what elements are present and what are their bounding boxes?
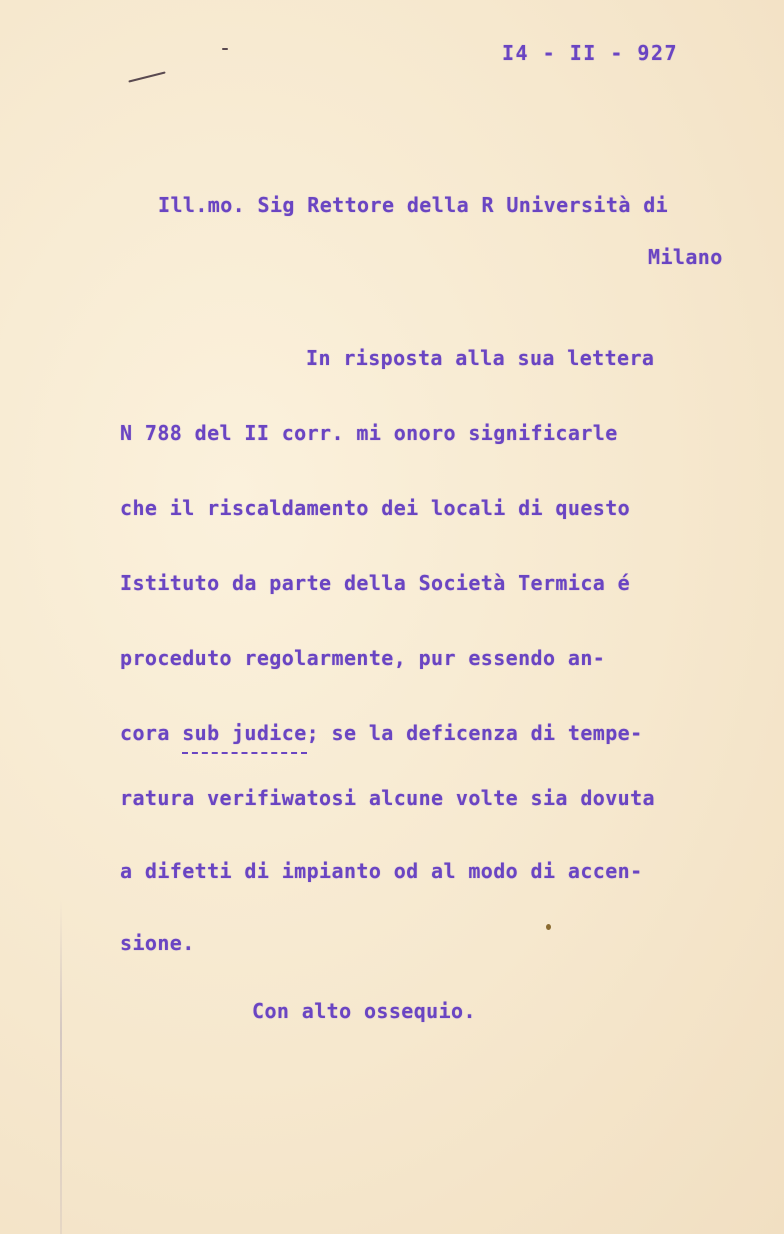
- ink-mark: [128, 71, 165, 82]
- body-line-7: ratura verifiwatosi alcune volte sia dovuta: [120, 786, 655, 810]
- body-line-6: [120, 720, 643, 754]
- addressee-line-1: Ill.mo. Sig Rettore della R Università di: [158, 193, 669, 217]
- ink-dot: [546, 924, 551, 930]
- body-line-9: sione.: [120, 931, 195, 955]
- addressee-line-2: Milano: [648, 245, 723, 269]
- paper-fold: [60, 900, 62, 1234]
- body-line-6-end: ; se la deficenza di tempe-: [306, 721, 643, 745]
- body-line-3: che il riscaldamento dei locali di questo: [120, 496, 631, 520]
- body-line-1: In risposta alla sua lettera: [306, 346, 655, 370]
- underlined-phrase: sub judice: [182, 720, 306, 754]
- body-line-4: Istituto da parte della Società Termica é: [120, 571, 631, 595]
- letter-date: I4 - II - 927: [502, 41, 679, 65]
- body-line-8: a difetti di impianto od al modo di accen-: [120, 859, 643, 883]
- body-line-6-start: cora: [120, 721, 183, 745]
- body-line-5: proceduto regolarmente, pur essendo an-: [120, 646, 606, 670]
- body-line-2: N 788 del II corr. mi onoro significarle: [120, 421, 618, 445]
- closing-salutation: Con alto ossequio.: [252, 999, 476, 1023]
- ink-mark: [222, 48, 228, 50]
